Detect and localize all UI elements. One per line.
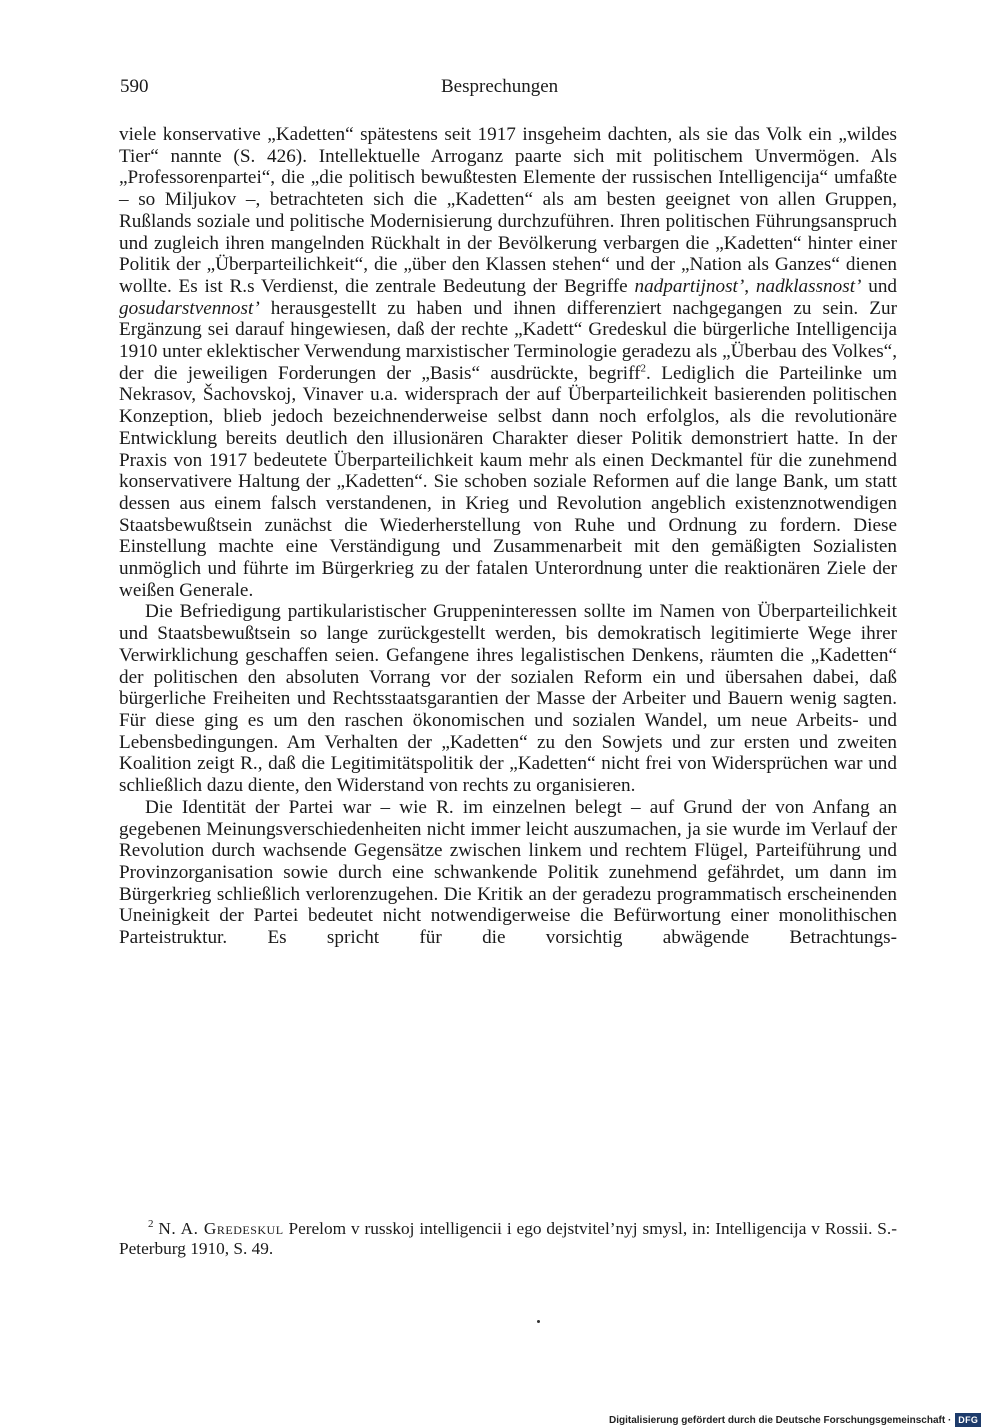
term-nadklassnost: nadklassnost’ (755, 275, 862, 297)
term-separator: und (861, 275, 898, 297)
page-mark (537, 1320, 540, 1323)
paragraph-1 (119, 124, 897, 601)
footnote-reference[interactable]: 2 (640, 362, 647, 375)
footnote (119, 1219, 897, 1259)
credit-text: Digitalisierung gefördert durch die Deutsche Forschungsgemeinschaft · (609, 1414, 952, 1426)
footnote-author: N. A. Gredeskul (158, 1219, 284, 1238)
term-gosudarstvennost: gosudarstvennost’ (119, 297, 260, 319)
page-number: 590 (120, 76, 149, 97)
footnote-text: Perelom v russkoj intelligencii i ego dejstvitel’nyj smysl, in: Intelligencija v Rossii. S.-Peterburg 1910, S. 49. (119, 1219, 897, 1258)
running-head: Besprechungen (441, 76, 559, 97)
body-text (119, 124, 897, 949)
term-nadpartijnost: nadpartijnost’ (634, 275, 745, 297)
paragraph-1-text-a: viele konservative „Kadetten“ spätestens seit 1917 insgeheim dachten, als sie das Volk ein „wildes Tier“ nannte (S. 426). Intellektuelle Arroganz paarte sich mit politischem Unvermögen. Als „Professorenpartei“, die „die politisch bewußtesten Elemente der russischen Intelligencija“ umfaßte – so Miljukov –, betrachteten sich die „Kadetten“ als am besten geeignet von allen Gruppen, Rußlands soziale und politische Modernisierung durchzuführen. Ihren politischen Führungsanspruch und zugleich ihren mangelnden Rückhalt in der Bevölkerung verbargen die „Kadetten“ hinter einer Politik der „Überparteilichkeit“, die „über den Klassen stehen“ und der „Nation als Ganzes“ dienen wollte. Es ist R.s Verdienst, die zentrale Bedeutung der Begriffe (119, 124, 897, 297)
paragraph-1-text-b: herausgestellt zu haben und ihnen differenziert nachgegangen zu sein. Zur Ergänzung sei darauf hingewiesen, daß der rechte „Kadett“ Gredeskul die bürgerliche Intelligencija 1910 unter eklektischer Verwendung marxistischer Terminologie geradezu als „Überbau des Volkes“, der die jeweiligen Forderungen der „Basis“ ausdrückte, begriff (119, 297, 897, 384)
dfg-logo-icon: DFG (955, 1413, 981, 1427)
paragraph-3: Die Identität der Partei war – wie R. im einzelnen belegt – auf Grund der von Anfang an gegebenen Meinungsverschiedenheiten nicht immer leicht auszumachen, ja sie wurde im Verlauf der Revolution durch wachsende Gegensätze zwischen linkem und rechtem Flügel, Parteiführung und Provinzorganisation sowie durch eine schwankende Politik zunehmend gefährdet, um dann im Bürgerkrieg schließlich verlorenzugehen. Die Kritik an der geradezu programmatisch erscheinenden Uneinigkeit der Partei bedeutet nicht notwendigerweise die Befürwortung einer monolithischen Parteistruktur. Es spricht für die vorsichtig abwägende Betrachtungs- (119, 796, 897, 949)
paragraph-2: Die Befriedigung partikularistischer Gruppeninteressen sollte im Namen von Überparteilichkeit und Staatsbewußtsein so lange zurückgestellt werden, bis demokratisch legitimierte Wege ihrer Verwirklichung geschaffen seien. Gefangene ihres legalistischen Denkens, räumten die „Kadetten“ der politischen den absoluten Vorrang vor der sozialen Reform ein und übersahen dabei, daß bürgerliche Freiheiten und Rechtsstaatsgarantien der Masse der Arbeiter und Bauern wenig sagten. Für diese ging es um den raschen ökonomischen und sozialen Wandel, um neue Arbeits- und Lebensbedingungen. Am Verhalten der „Kadetten“ zu den Sowjets und zur ersten und zweiten Koalition zeigt R., daß die Legitimitätspolitik der „Kadetten“ nicht frei von Widersprüchen war und schließlich dazu diente, den Widerstand von rechts zu organisieren. (119, 601, 897, 797)
term-separator: , (744, 275, 756, 297)
footnote-marker: 2 (148, 1218, 154, 1231)
paragraph-1-text-c: . Lediglich die Parteilinke um Nekrasov, Šachovskoj, Vinaver u.a. widersprach der auf Überparteilichkeit basierenden politischen Konzeption, blieb jedoch bezeichnenderweise selbst dann noch erfolglos, als die revolutionäre Entwicklung bereits deutlich den illusionären Charakter dieser Politik demonstriert hatte. In der Praxis von 1917 bedeutete Überparteilichkeit kaum mehr als einen Deckmantel für die zunehmend konservativere Haltung der „Kadetten“. Sie schoben soziale Reformen auf die lange Bank, um statt dessen aus einem falsch verstandenen, in Krieg und Revolution angeblich existenznotwendigen Staatsbewußtsein zunächst die Wiederherstellung von Ruhe und Ordnung zu fordern. Diese Einstellung machte eine Verständigung und Zusammenarbeit mit den gemäßigten Sozialisten unmöglich und führte im Bürgerkrieg zu der fatalen Unterordnung unter die reaktionären Ziele der weißen Generale. (119, 362, 898, 601)
digitization-credit (609, 1412, 981, 1428)
